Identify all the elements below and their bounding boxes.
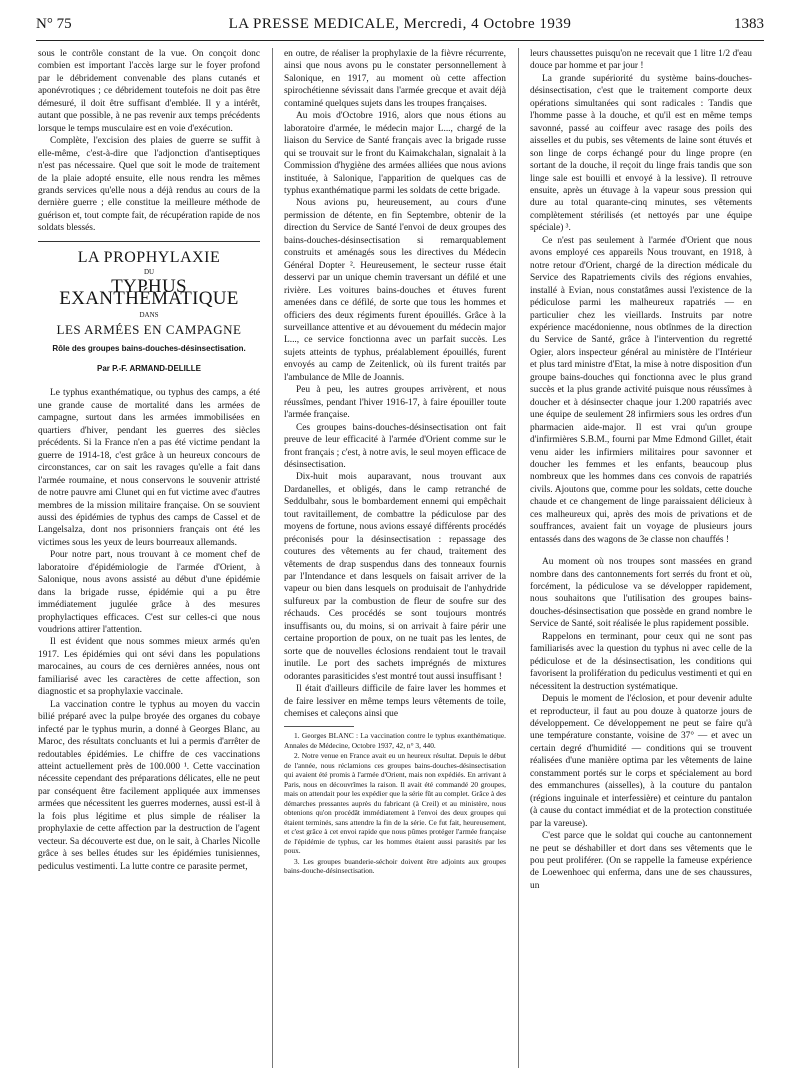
footnotes: [284, 731, 506, 876]
paragraph: Ces groupes bains-douches-désinsectisation ont fait preuve de leur efficacité à l'armée d'Orient comme sur le front français ; c'est, à notre avis, le seul moyen efficace de désinsectisation.: [284, 422, 506, 470]
article-title: [38, 248, 260, 338]
paragraph: Peu à peu, les autres groupes arrivèrent, et nous réussîmes, pendant l'hiver 1916-17, à faire épouiller toute l'armée française.: [284, 385, 506, 421]
paragraph: leurs chaussettes puisqu'on ne recevait que 1 litre 1/2 d'eau douce par homme et par jour !: [530, 49, 752, 72]
footnote: 2. Notre venue en France avait eu un heureux résultat. Depuis le début de l'année, nous réclamions ces groupes bains-douches-désinsectisation qui avaient été promis à l'armée d'Orient, mais non expédiés. En arrivant à Paris, nous en découvrîmes la raison. Il avait été commandé 20 groupes, mais on attendait pour les expédier que la série fût au complet. Grâce à des démarches pressantes auprès du fabricant (à Creil) et au ministère, nous obtenions qu'on procédât immédiatement à l'envoi des deux groupes qui étaient terminés, sans attendre la fin de la série. Ce fut fait, heureusement, et c'est grâce à cet envoi rapide que nous pûmes protéger l'armée française de l'épidémie de typhus, car les hommes étaient aussi parasités par les poux.: [284, 751, 506, 856]
paragraph: Il est évident que nous sommes mieux armés qu'en 1917. Les épidémies qui ont sévi dans les populations marocaines, au cours de ces dernières années, nous ont familiarisé avec les caractères de cette affection, son diagnostic et sa prophylaxie vaccinale.: [38, 637, 260, 698]
article-title-line: LA PROPHYLAXIE: [77, 248, 221, 266]
paragraph: Depuis le moment de l'éclosion, et pour devenir adulte et reproducteur, il faut au pou douze à quatorze jours de développement. Ce développement ne peut se faire qu'à une température constante, voisine de 37° — et avec un certain degré d'humidité — conditions qui se trouvent réalisées d'une manière optima par les vêtements de laine constamment portés sur le corps et spécialement au bord des emmanchures (aisselles), à la couture du pantalon (régions inguinale et interfessière) et ceinture du pantalon (à cause du contact immédiat et de la protection constituée par la vareuse).: [530, 694, 752, 829]
paragraph: en outre, de réaliser la prophylaxie de la fièvre récurrente, ainsi que nous avons pu le constater personnellement à Salonique, en 1917, au moment où cette affection spirochétienne sévissait dans l'armée grecque et avait déjà contaminé quelques sujets dans les troupes françaises.: [284, 49, 506, 109]
paragraph: Le typhus exanthématique, ou typhus des camps, a été une grande cause de mortalité dans les armées de campagne, surtout dans les armées immobilisées en quartiers d'hiver, pendant les guerres des siècles précédents. Si la France n'en a pas été victime pendant la guerre de 1914-18, c'est grâce à un heureux concours de circonstances, car on sait les ravages qu'elle a fait dans l'armée roumaine, et nous conservons le souvenir attristé de notre pauvre ami Clunet qui en fut victime avec d'autres membres de la mission militaire française. On se souvient aussi des épidémies de typhus des camps de Cassel et de Langelsalza, dont nos prisonniers français ont été les victimes sous les yeux de leurs bourreaux allemands.: [38, 388, 260, 548]
article-author: Par P.-F. ARMAND-DELILLE: [96, 363, 201, 373]
paragraph: Dix-huit mois auparavant, nous trouvant aux Dardanelles, et obligés, dans le camp retranché de Seddulbahr, sous le bombardement ennemi qui empêchait tout ravitaillement, de combattre la pédiculose par des moyens de fortune, nous avions essayé différents procédés préconisés pour la désinsectisation : repassage des coutures des vêtements au fer chaud, traitement des vêtements de drap suspendus dans des tonneaux fournis par l'Intendance et dans lesquels on faisait arriver de la vapeur ou bien dans lesquels on produisait de l'anhydride sulfureux par la combustion de fleur de soufre sur des réchauds. Ces procédés se sont toujours montrés insuffisants ou, du moins, si on arrivait à faire périr une certaine proportion de poux, on ne tuait pas les lentes, de sorte que de nouvelles éclosions rendaient tout le travail inutile. Le port des sachets imprégnés de mixtures odorantes parasiticides s'est montré tout aussi insuffisant !: [284, 472, 506, 682]
footnote-separator: [284, 726, 354, 727]
masthead-title: LA PRESSE MEDICALE, Mercredi, 4 Octobre 1939: [228, 16, 572, 32]
page-number: 1383: [734, 16, 764, 32]
column-1: [38, 48, 260, 873]
column-2: [284, 48, 506, 877]
page-header: [36, 12, 764, 41]
article-title-line: LES ARMÉES EN CAMPAGNE: [56, 322, 242, 338]
paragraph: sous le contrôle constant de la vue. On conçoit donc combien est important l'accès large sur le foyer profond par le débridement convenable des plans cutanés et aponévrotiques ; ce débridement toutefois ne doit pas être démesuré, il doit être suffisant d'emblée. Il y a intérêt, autant que possible, à ne pas revenir aux temps précédents lorsque le temps musculaire est en voie d'exécution.: [38, 49, 260, 134]
column-3: [530, 48, 752, 892]
article-title-line: DANS: [139, 310, 159, 319]
paragraph: La grande supériorité du système bains-douches-désinsectisation, c'est que le traitement comporte deux opérations simultanées qui sont radicales : Tandis que l'homme passe à la douche, et qu'il est en même temps savonné, passé au coiffeur avec rasage des poils des aisselles et du pubis, ses vêtements de laine sont étuvés et son linge de corps échangé pour du linge propre (en sortant de la douche, il reçoit du linge frais tandis que son linge sale est bouilli et envoyé à la lessive). Il retrouve ensuite, après un étuvage à la vapeur sous pression qui dure au total quarante-cinq minutes, ses vêtements complètement stérilisés (et nettoyés par une équipe spéciale) ³.: [530, 73, 752, 234]
footnote: 3. Les groupes buanderie-séchoir doivent être adjoints aux groupes bains-douche-désinsectisation.: [284, 856, 506, 876]
paragraph: Il était d'ailleurs difficile de faire laver les hommes et de faire lessiver en même temps leurs vêtements de toile, chemises et caleçons ainsi que: [284, 684, 506, 720]
article-title-line: TYPHUS EXANTHÉMATIQUE: [59, 275, 239, 310]
footnote: 1. Georges BLANC : La vaccination contre le typhus exanthématique. Annales de Médecine, Octobre 1937, 42, n° 3, 440.: [284, 731, 506, 750]
paragraph: Nous avions pu, heureusement, au cours d'une permission de détente, en fin Septembre, obtenir de la direction du Service de Santé l'envoi de deux groupes des bains-douches-désinsectisation si remarquablement construits et aménagés sous les directives du Médecin Général Dopter ². Heureusement, le secteur russe était desservi par un unique chemin traversant un défilé et une rivière. Les voitures bains-douches et étuves furent amenées dans ce défilé, de sorte que tous les hommes et officiers des deux régiments furent épouillés. Grâce à la surveillance attentive et au dévouement du médecin major L..., ce service fonctionna avec un parfait succès. Les sujets atteints de typhus, préalablement épouillés, furent envoyés au camp de Zeitenlick, où ils furent traités par l'ambulance de Mlle de Joannis.: [284, 198, 506, 383]
paragraph: C'est parce que le soldat qui couche au cantonnement ne peut se déshabiller et dort dans ses vêtements que le pou peut proliférer. (On se rappelle la fameuse expérience de Loewenhoec qui enferma, dans une de ses chaussures, un: [530, 831, 752, 891]
paragraph: La vaccination contre le typhus au moyen du vaccin bilié préparé avec la pulpe broyée des organes du cobaye infecté par le typhus murin, a donné à Georges Blanc, au Maroc, des résultats concluants et lui a permis d'arrêter de redoutables épidémies. Le chiffre de ces vaccinations atteint actuellement près de 100.000 ¹. Cette vaccination nécessite cependant des préparations délicates, elle ne peut par conséquent être facilement appliquée aux immenses armées que nécessitent les guerres modernes, aussi est-il à la fois plus légitime et plus simple de réaliser la prophylaxie de cette affection par la destruction de l'agent vecteur. Sa découverte est due, on le sait, à Charles Nicolle grâce à ses belles études sur les épidémies tunisiennes, pediculus vestimenti. La lutte contre ce parasite permet,: [38, 699, 260, 872]
column-divider: [518, 48, 519, 1068]
paragraph: Pour notre part, nous trouvant à ce moment chef de laboratoire d'épidémiologie de l'armée d'Orient, à Salonique, nous avons assisté au début d'une épidémie dans la brigade russe, épidémie qui a pu être immédiatement jugulée grâce à des mesures prophylactiques efficaces. C'est sur celles-ci que nous voudrions attirer l'attention.: [38, 550, 260, 636]
issue-number: N° 75: [36, 16, 72, 32]
article-title-line: DU: [143, 268, 155, 277]
article-separator: [38, 241, 260, 242]
article-subtitle: Rôle des groupes bains-douches-désinsectisation.: [52, 343, 246, 353]
paragraph: Rappelons en terminant, pour ceux qui ne sont pas familiarisés avec la question du typhus ni avec celle de la pédiculose et de la désinsectisation, les conditions qui favorisent la prolifération du pediculus vestimenti et qui en nécessitent la destruction systématique.: [530, 631, 752, 692]
paragraph: Ce n'est pas seulement à l'armée d'Orient que nous avons employé ces appareils Nous trouvant, en 1918, à notre retour d'Orient, chargé de la direction médicale du Service des Rapatriements civils des régions envahies, installé à Evian, nous constatâmes aussi l'existence de la pédiculose parmi les malheureux rapatriés — en particulier chez les vieillards. Instruits par notre expérience macédonienne, nous obtînmes de la direction du Service de Santé, grâce à l'intervention du regretté Ogier, alors inspecteur général au ministère de l'Intérieur et plus tard ministre d'Etat, la mise à notre disposition d'un groupe bains-douches qui fonctionna avec le plus grand succès et la plus grande activité puisque nous réussîmes à doucher et à désinsecter chaque jour 1.200 rapatriés avec une équipe de seulement 28 infirmiers sous les ordres d'un pharmacien aide-major. Il est vrai qu'un groupe d'infirmières S.B.M., fourni par Mme Edmond Gillet, était venu aider les infirmiers militaires pour savonner et doucher les femmes et les enfants, beaucoup plus nombreux que les hommes dans ces convois de rapatriés civils. Ajoutons que, comme pour les soldats, cette douche chaude et ce changement de linge paraissaient délicieux à ces malheureux qui, après des mois de privations et de souffrances, avaient fait un voyage de plusieurs jours entassés dans des wagons de 3e classe non chauffés !: [530, 235, 752, 545]
spacer: [530, 546, 752, 556]
paragraph: Au moment où nos troupes sont massées en grand nombre dans des cantonnements fort serrés du front et où, forcément, la pédiculose va se développer rapidement, nous souhaitons que l'utilisation des groupes bains-douches-désinsectisation que possède en grand nombre le Service de Santé, soit réalisée le plus rapidement possible.: [530, 557, 752, 630]
column-divider: [272, 48, 273, 1068]
paragraph: Au mois d'Octobre 1916, alors que nous étions au laboratoire d'armée, le médecin major L..., chargé de la liaison du Service de Santé français avec la brigade russe qui se trouvait sur le front du Kaimakchalan, signalait à la Commission d'hygiène des armées alliées que nous avions instituée, à Salonique, l'apparition de quelques cas de typhus exanthématique parmi les soldats de cette brigade.: [284, 111, 506, 196]
paragraph: Complète, l'excision des plaies de guerre se suffit à elle-même, c'est-à-dire que l'adjonction d'antiseptiques n'est pas nécessaire. Quel que soit le mode de traitement de la plaie adopté ensuite, elle nous rendra les mêmes grands services qu'elle nous a déjà rendus au cours de la dernière guerre ; elle constitue la meilleure méthode de guérison et, tout compte fait, de récupération rapide de nos soldats blessés.: [38, 136, 260, 234]
